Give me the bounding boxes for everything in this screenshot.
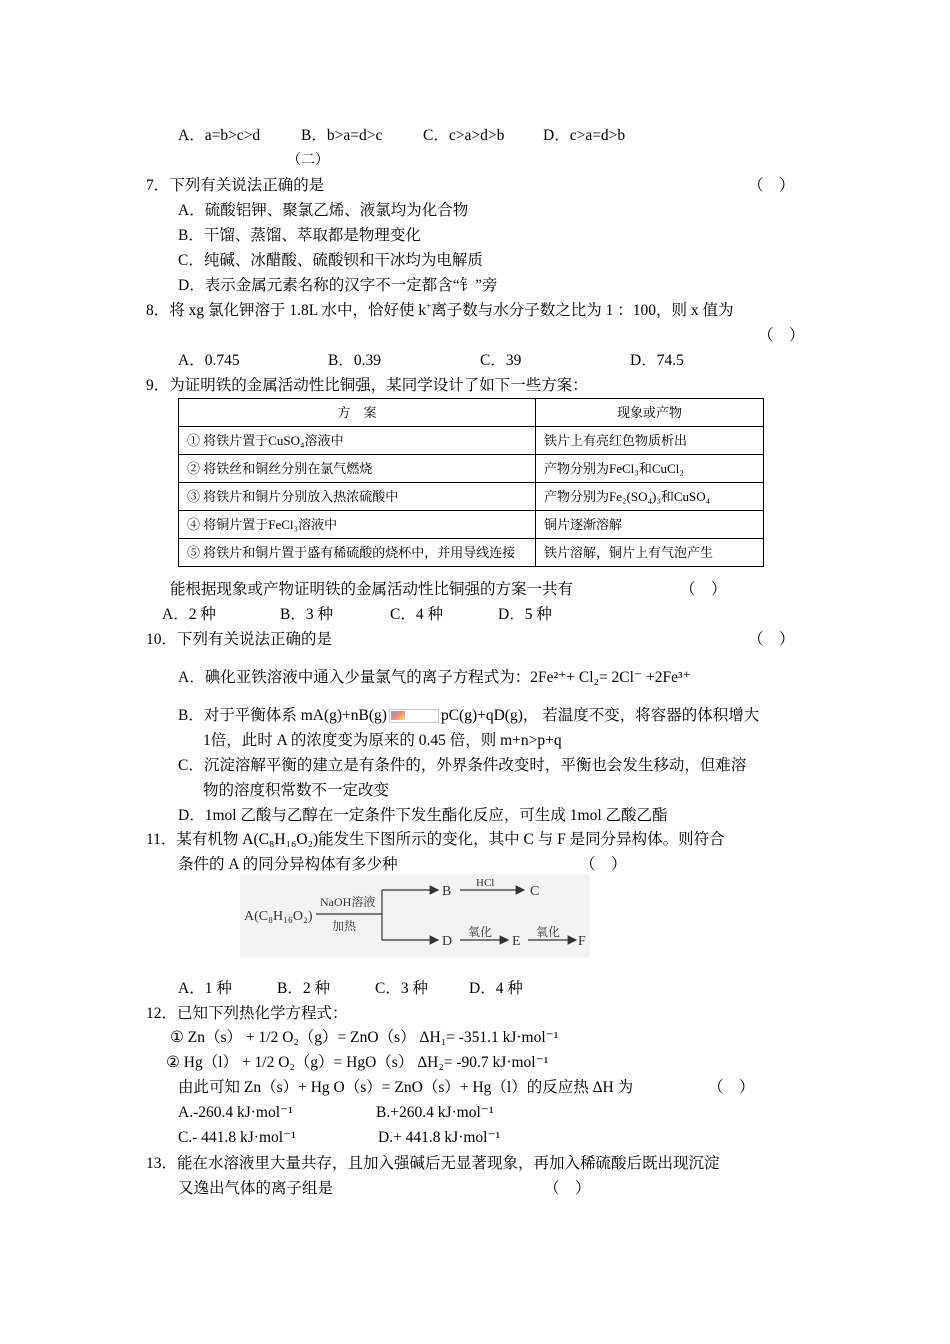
q8-bracket: （ ） [758,327,805,344]
q11-option-d: D．4 种 [469,980,523,997]
q10-option-b [178,706,759,726]
q10-stem: 10．下列有关说法正确的是 [146,631,333,648]
q6-option-c: C．c>a>d>b [423,127,505,144]
section-mark: （二） [287,153,329,168]
q6-option-b: B．b>a=d>c [301,127,383,144]
table-row [179,427,764,455]
reagent-oxidation-2: 氧化 [536,925,561,939]
q6-options [178,126,625,146]
q10-option-c-line1: C．沉淀溶解平衡的建立是有条件的，外界条件改变时，平衡也会发生移动，但难溶 [178,757,747,774]
table-cell: 铁片上有亮红色物质析出 [536,427,764,455]
compound-f: F [578,934,586,949]
q8-stem-sup: + [426,300,432,311]
table-header-result: 现象或产物 [536,399,764,427]
q9-option-a: A．2 种 [162,606,216,623]
q6-option-a: A．a=b>c>d [178,127,261,144]
q8-stem-part1: 8．将 xg 氯化钾溶于 1.8L 水中，恰好使 k [146,302,427,319]
q10-option-a: A．碘化亚铁溶液中通入少量氯气的离子方程式为：2Fe²⁺+ Cl₂= 2Cl⁻ +2Fe³⁺ [178,669,691,686]
reagent-naoh: NaOH溶液 [320,895,376,909]
q13-stem-line2: 又逸出气体的离子组是 [178,1180,334,1197]
q7-stem: 7．下列有关说法正确的是 [146,177,325,194]
compound-c: C [530,884,540,899]
q8-option-c: C．39 [480,352,522,369]
q10-option-b-pre: B．对于平衡体系 mA(g)+nB(g) [178,707,387,724]
q12-option-d: D.+ 441.8 kJ·mol⁻¹ [378,1129,501,1146]
q9-option-d: D．5 种 [498,606,552,623]
q11-stem-line1: 11．某有机物 A(C₈H₁₆O₂)能发生下图所示的变化，其中 C 与 F 是同分异构体。则符合 [146,831,725,848]
q8-stem [146,301,734,321]
q10-bracket: （ ） [748,631,795,648]
q11-option-c: C．3 种 [375,980,428,997]
q12-bracket: （ ） [708,1079,755,1096]
table-cell: 产物分别为Fe₂(SO₄)₃和CuSO₄ [536,483,764,511]
q11-stem-line2: 条件的 A 的同分异构体有多少种 [178,856,398,873]
q11-options [178,979,523,999]
reagent-hcl: HCl [476,877,495,889]
q9-option-b: B．3 种 [280,606,333,623]
compound-d: D [442,934,453,949]
table-row [179,483,764,511]
q9-conclusion: 能根据现象或产物证明铁的金属活动性比铜强的方案一共有 [170,581,574,598]
q12-stem: 12．已知下列热化学方程式： [146,1005,348,1022]
table-row [179,511,764,539]
q9-scheme-table [178,398,764,567]
q9-option-c: C．4 种 [390,606,443,623]
q8-stem-part2: 离子数与水分子数之比为 1 ：100，则 x 值为 [431,302,734,319]
q7-option-d: D．表示金属元素名称的汉字不一定都含“钅”旁 [178,277,498,294]
compound-a: A(C₈H₁₆O₂) [244,909,313,924]
q7-bracket: （ ） [748,177,795,194]
q8-option-a: A．0.745 [178,352,240,369]
table-cell: ③ 将铁片和铜片分别放入热浓硫酸中 [179,483,536,511]
table-cell: ② 将铁丝和铜丝分别在氯气燃烧 [179,455,536,483]
q12-equation-2: ② Hg（l） + 1/2 O₂（g）= HgO（s） ΔH₂= -90.7 kJ·mol⁻¹ [166,1054,549,1071]
table-cell: 产物分别为FeCl₃和CuCl₂ [536,455,764,483]
compound-b: B [442,884,452,899]
q10-option-d: D．1mol 乙酸与乙醇在一定条件下发生酯化反应，可生成 1mol 乙酸乙酯 [178,807,668,824]
table-cell: ④ 将铜片置于FeCl₃溶液中 [179,511,536,539]
q13-stem-line1: 13．能在水溶液里大量共存，且加入强碱后无显著现象，再加入稀硫酸后既出现沉淀 [146,1155,720,1172]
q8-option-b: B．0.39 [328,352,381,369]
table-row [179,539,764,567]
table-header-row [179,399,764,427]
q12-option-a: A.-260.4 kJ·mol⁻¹ [178,1104,293,1121]
q12-option-b: B.+260.4 kJ·mol⁻¹ [376,1104,494,1121]
q12-equation-1: ① Zn（s） + 1/2 O₂（g）= ZnO（s） ΔH₁= -351.1 kJ·mol⁻¹ [170,1029,559,1046]
q10-option-c-line2: 物的溶度积常数不一定改变 [203,782,390,799]
q7-option-c: C．纯碱、冰醋酸、硫酸钡和干冰均为电解质 [178,252,483,269]
q9-options [162,605,552,625]
table-cell: 铁片溶解，铜片上有气泡产生 [536,539,764,567]
q10-option-b-line2: 1倍，此时 A 的浓度变为原来的 0.45 倍，则 m+n>p+q [203,732,562,749]
q13-bracket: （ ） [544,1180,591,1197]
q8-options [178,351,684,371]
q6-option-d: D．c>a=d>b [543,127,626,144]
q11-option-a: A．1 种 [178,980,232,997]
q12-option-c: C.- 441.8 kJ·mol⁻¹ [178,1129,296,1146]
q7-option-a: A．硫酸铝钾、聚氯乙烯、液氯均为化合物 [178,202,469,219]
q9-stem: 9．为证明铁的金属活动性比铜强，某同学设计了如下一些方案： [146,377,588,394]
q8-option-d: D．74.5 [630,352,684,369]
table-cell: ① 将铁片置于CuSO₄溶液中 [179,427,536,455]
table-header-scheme: 方 案 [179,399,536,427]
compound-e: E [512,934,521,949]
table-cell: 铜片逐渐溶解 [536,511,764,539]
equilibrium-arrow-icon [389,709,439,723]
q11-option-b: B．2 种 [277,980,330,997]
table-row [179,455,764,483]
q7-option-b: B．干馏、蒸馏、萃取都是物理变化 [178,227,421,244]
q12-question: 由此可知 Zn（s）+ Hg O（s）= ZnO（s）+ Hg（l）的反应热 ΔH 为 [178,1079,634,1096]
reaction-scheme-diagram [240,874,590,958]
q11-bracket: （ ） [580,856,627,873]
table-cell: ⑤ 将铁片和铜片置于盛有稀硫酸的烧杯中，并用导线连接 [179,539,536,567]
q10-option-b-post: pC(g)+qD(g)， 若温度不变，将容器的体积增大 [440,707,760,724]
reagent-heat: 加热 [332,919,357,933]
q9-bracket: （ ） [680,581,727,598]
reagent-oxidation-1: 氧化 [468,925,493,939]
